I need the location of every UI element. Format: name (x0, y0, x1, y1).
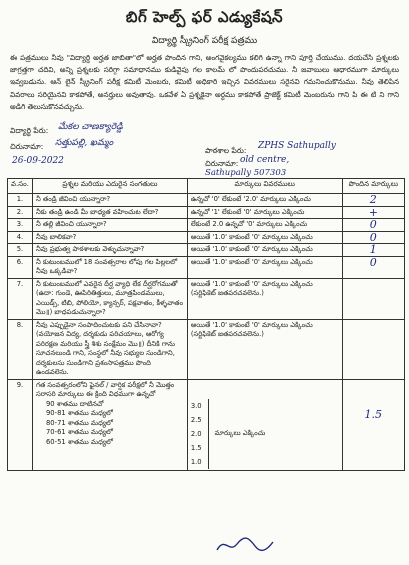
row-number: 4. (8, 231, 33, 244)
row-number: 8. (8, 319, 33, 379)
student-address-value[interactable]: సత్తుపల్లి, ఖమ్మం (55, 138, 114, 148)
row-question: నీవు ప్రభుత్వ పాఠశాలకు వెళ్ళుచున్నావా? (32, 244, 187, 257)
row-question (32, 379, 187, 470)
school-address-line2[interactable]: Sathupally 507303 (205, 168, 287, 178)
header-marks-detail: మార్కులు వివరములు (187, 179, 342, 194)
row-marks-rule: ఉన్నచో '0' లేకుంటే '2.0' మార్కులు ఎక్కించు (187, 194, 342, 207)
school-name-value[interactable]: ZPHS Sathupally (258, 141, 336, 151)
signature-scribble (215, 532, 275, 556)
scale-value: 2.5 (190, 415, 202, 424)
row-marks-rule: ఉన్నచో '1' లేకుంటే '0' మార్కులు ఎక్కించు (187, 206, 342, 219)
school-address-value[interactable]: old centre, (240, 155, 290, 165)
row-question: నీ కుటుంబములో 18 సంవత్సరాల లోపు గల పిల్లలలో నీవు ఒక్కడివా? (32, 256, 187, 278)
range-item: 60-51 శాతము మధ్యలో (45, 437, 113, 446)
table-row (8, 278, 405, 319)
table-row (8, 319, 405, 379)
row-marks-rule: లేకుంటే 2.0 ఉన్నచో '0' మార్కులు ఎక్కించు (187, 219, 342, 232)
table-row (8, 244, 405, 257)
row-number: 1. (8, 194, 33, 207)
table-row (8, 256, 405, 278)
row-marks-obtained[interactable] (342, 319, 404, 379)
header-serial: వ.సం. (8, 179, 33, 194)
row-marks-obtained[interactable]: 2 (342, 194, 404, 207)
marks-scale-note: మార్కులు ఎక్కించు (214, 428, 266, 437)
form-title: బిగ్ హెల్ప్ ఫర్ ఎడ్యుకేషన్ (125, 8, 284, 26)
range-item: 90 శాతము దాటినచో (45, 399, 104, 408)
scale-value: 2.0 (190, 429, 202, 438)
instructions-paragraph: ఈ పత్రములు నీవు "విద్యార్థి అర్హత జాబితా"లో అర్హత పొందిన గాని, అంగవైకల్యము కలిగి ఉన్నా గాని పూర్తి చేయుము. దయచేసి ప్రశ్నలకు జాగ్రత్తగా చదివి, అన్ని ప్రశ్నలకు సరిగ్గా సమాధానము కుడివైపు గల కాలమ్ లో పొందుపరచుము. నీ జవాబులు ఆధారముగా మార్కులు ఇవ్వబడును. ఆన్ లైన్ స్క్రీనింగ్ పరీక్ష కమిటీ మెంబరు, కమిటీ అధికారి ఇచ్చిన వివరములు సరైనవి గమనించుకొనుము. నీవు తెలిపిన వివరాలు సరియైనవి కాకపోతే, అనర్హులు అవుతావు. ఒకవేళ ఏ ప్రశ్నకైనా అర్థము కాకపోతే ప్రాజెక్ట్ కమిటీ మెంబరును గాని పి ఈ టి ని గాని అడిగి తెలుసుకొనవచ్చును. (10, 53, 399, 111)
row-question: నీవు ఎప్పుడైనా సంపాదించుటకు పని చేసినావా? (వయోజన విద్య, దర్శకుడు పరిచయాలు, ఆరోగ్య పరిరక్షణ మరియు స్త్రీ శిశు సంక్షేమం మొ॥) దీనికి గాను సూచనలుండి గాని, సంస్థలో నీవు సభ్యుల సుండిగాని, దర్శకులసు సుండిగాని ప్రశంసాపత్రము పొంది ఉండవలెను. (32, 319, 187, 379)
header-question: ప్రశ్నల మరియు ఎదురైన సంగతులు (32, 179, 187, 194)
row-question: నీ కుటుంబములో ఎవరైన దీర్ఘ వ్యాధి లేక దీర్ఘరోగముతో (ఉదా: గుండె, ఊపిరితిత్తులు, మూత్రపిండములు, ఎయిడ్స్, టిబి, పోలియో, క్యాన్సర్, పక్షవాతం, కీళ్ళవాతం మొ॥) బాధపడుచున్నారా? (32, 278, 187, 319)
row-number: 5. (8, 244, 33, 257)
table-row (8, 194, 405, 207)
screening-table (7, 178, 405, 471)
range-item: 90-81 శాతము మధ్యలో (45, 409, 113, 417)
table-row (8, 206, 405, 219)
row-marks-rule: అయితే '1.0' కాకుంటే '0' మార్కులు ఎక్కించు (187, 244, 342, 257)
school-address-label: చిరునామా: (205, 159, 239, 168)
table-header-row (8, 179, 405, 194)
header-marks-obtained: పొందిన మార్కులు (342, 179, 404, 194)
student-name-label: విద్యార్థి పేరు: (10, 126, 49, 135)
row-marks-obtained[interactable] (342, 278, 404, 319)
scale-value: 1.0 (190, 457, 202, 466)
student-name-value[interactable]: మేకల చాణక్యారెడ్డి (58, 122, 123, 132)
scale-value: 3.0 (190, 401, 202, 410)
row9-question-text: గత సంవత్సరంలోని ఫైనల్ / వార్షిక పరీక్షలో నీ మొత్తం సరాసరి మార్కులు ఈ క్రింది విధముగా ఉన్నచో (35, 380, 175, 398)
row-number: 7. (8, 278, 33, 319)
row-marks-obtained[interactable]: 0 (342, 256, 404, 278)
range-item: 70-61 శాతము మధ్యలో (45, 428, 113, 436)
row-number: 6. (8, 256, 33, 278)
row9-marks-scale (191, 399, 339, 469)
row-marks-rule (187, 379, 342, 470)
row-number: 9. (8, 379, 33, 470)
student-address-label: చిరునామా: (10, 142, 44, 151)
row-marks-obtained[interactable]: + (342, 206, 404, 219)
marks-scale-values (191, 399, 209, 469)
row-number: 2. (8, 206, 33, 219)
range-item: 80-71 శాతము మధ్యలో (45, 418, 113, 427)
row-marks-obtained[interactable]: 0 (342, 219, 404, 232)
row-question: నీ తండ్రి జీవించి యున్నారా? (32, 194, 187, 207)
row-marks-obtained[interactable]: 1 (342, 244, 404, 257)
form-subtitle: విద్యార్థి స్క్రీనింగ్ పరీక్ష పత్రము (151, 36, 258, 46)
table-row (8, 219, 405, 232)
row-marks-obtained[interactable]: 1.5 (342, 379, 404, 470)
row-question: నీ తల్లి జీవించి యున్నారా? (32, 219, 187, 232)
row-marks-rule: అయితే '1.0' కాకుంటే '0' మార్కులు ఎక్కించు (187, 256, 342, 278)
table-row (8, 379, 405, 470)
row-marks-rule: అయితే '1.0' కాకుంటే '0' మార్కులు ఎక్కించు (సర్టిఫికెట్ జతపరచవలెను.) (187, 278, 342, 319)
row-marks-rule: అయితే '1.0' కాకుంటే '0' మార్కులు ఎక్కించు (సర్టిఫికెట్ జతపరచవలెను.) (187, 319, 342, 379)
row-marks-obtained[interactable]: 0 (342, 231, 404, 244)
row9-ranges (36, 400, 184, 448)
row-marks-rule: అయితే '1.0' కాకుంటే '0' మార్కులు ఎక్కించు (187, 231, 342, 244)
row-question: నీకు తండ్రి ఉండి మీ బాధ్యత వహించుట లేదా? (32, 206, 187, 219)
school-name-label: పాఠశాల పేరు: (205, 146, 247, 155)
table-row (8, 231, 405, 244)
row-number: 3. (8, 219, 33, 232)
date-value[interactable]: 26-09-2022 (12, 156, 64, 166)
row-question: నీవు బాలికవా? (32, 231, 187, 244)
scale-value: 1.5 (190, 443, 202, 452)
